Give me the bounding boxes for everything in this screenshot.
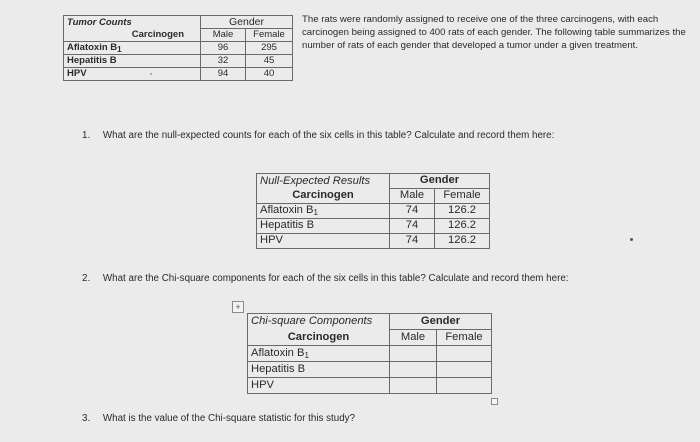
gender-header: Gender xyxy=(390,314,492,330)
male-count: 94 xyxy=(201,68,246,81)
resize-handle-icon[interactable] xyxy=(491,398,498,405)
row-label: Hepatitis B xyxy=(248,362,390,378)
question-text: What is the value of the Chi-square statistic for this study? xyxy=(102,413,356,424)
table-title: Chi-square Components xyxy=(248,314,390,330)
female-header: Female xyxy=(435,189,490,204)
female-count: 45 xyxy=(246,55,293,68)
chi-square-table xyxy=(247,313,492,394)
table-row xyxy=(64,68,293,81)
table-subheader-row xyxy=(257,189,490,204)
question-3 xyxy=(82,413,355,424)
row-label: HPV xyxy=(248,378,390,394)
male-component-cell[interactable] xyxy=(390,346,437,362)
table-header-row xyxy=(248,314,492,330)
null-expected-table xyxy=(256,173,490,249)
male-expected[interactable]: 74 xyxy=(390,219,435,234)
question-text: What are the Chi-square components for each of the six cells in this table? Calculate and record them here: xyxy=(102,273,569,284)
row-label: Aflatoxin $B_1$ xyxy=(257,204,390,219)
female-expected[interactable]: 126.2 xyxy=(435,234,490,249)
female-component-cell[interactable] xyxy=(437,346,492,362)
table-row xyxy=(248,362,492,378)
female-component-cell[interactable] xyxy=(437,378,492,394)
female-header: Female xyxy=(246,29,293,42)
tumor-counts-table xyxy=(63,15,293,81)
row-label: Aflatoxin $B_1$ xyxy=(64,42,201,55)
question-text: What are the null-expected counts for each of the six cells in this table? Calculate and record them here: xyxy=(102,130,555,141)
row-label: Hepatitis B xyxy=(257,219,390,234)
gender-header: Gender xyxy=(201,16,293,29)
carcinogen-header: Carcinogen xyxy=(248,330,390,346)
question-2 xyxy=(82,273,569,284)
stray-dot xyxy=(150,73,152,75)
female-component-cell[interactable] xyxy=(437,362,492,378)
male-component-cell[interactable] xyxy=(390,378,437,394)
male-component-cell[interactable] xyxy=(390,362,437,378)
table-row xyxy=(257,219,490,234)
male-header: Male xyxy=(390,330,437,346)
male-header: Male xyxy=(390,189,435,204)
row-label: Aflatoxin $B_1$ xyxy=(248,346,390,362)
gender-header: Gender xyxy=(390,174,490,189)
female-count: 295 xyxy=(246,42,293,55)
male-header: Male xyxy=(201,29,246,42)
table-header-row xyxy=(64,16,293,29)
table-row xyxy=(64,42,293,55)
carcinogen-header: Carcinogen xyxy=(257,189,390,204)
table-subheader-row xyxy=(64,29,293,42)
description-paragraph: The rats were randomly assigned to receive one of the three carcinogens, with each carcinogen being assigned to 400 rats of each gender. The following table summarizes the number of rats of each gender that developed a tumor under a given treatment. xyxy=(302,14,686,51)
male-count: 32 xyxy=(201,55,246,68)
table-row xyxy=(64,55,293,68)
female-expected[interactable]: 126.2 xyxy=(435,219,490,234)
female-count: 40 xyxy=(246,68,293,81)
question-number: 1. xyxy=(82,130,91,141)
row-label: HPV xyxy=(257,234,390,249)
row-label: Hepatitis B xyxy=(64,55,201,68)
plus-icon[interactable]: + xyxy=(232,301,244,313)
table-header-row xyxy=(257,174,490,189)
stray-dot xyxy=(630,238,633,241)
table-row xyxy=(257,234,490,249)
table-subheader-row xyxy=(248,330,492,346)
question-number: 2. xyxy=(82,273,91,284)
male-expected[interactable]: 74 xyxy=(390,204,435,219)
female-expected[interactable]: 126.2 xyxy=(435,204,490,219)
question-1 xyxy=(82,130,554,141)
table-title: Null-Expected Results xyxy=(257,174,390,189)
male-count: 96 xyxy=(201,42,246,55)
table-row xyxy=(248,346,492,362)
table-row xyxy=(257,204,490,219)
table-row xyxy=(248,378,492,394)
row-label: HPV xyxy=(64,68,201,81)
carcinogen-header: Carcinogen xyxy=(64,29,201,42)
female-header: Female xyxy=(437,330,492,346)
question-number: 3. xyxy=(82,413,91,424)
male-expected[interactable]: 74 xyxy=(390,234,435,249)
table-title: Tumor Counts xyxy=(64,16,201,29)
